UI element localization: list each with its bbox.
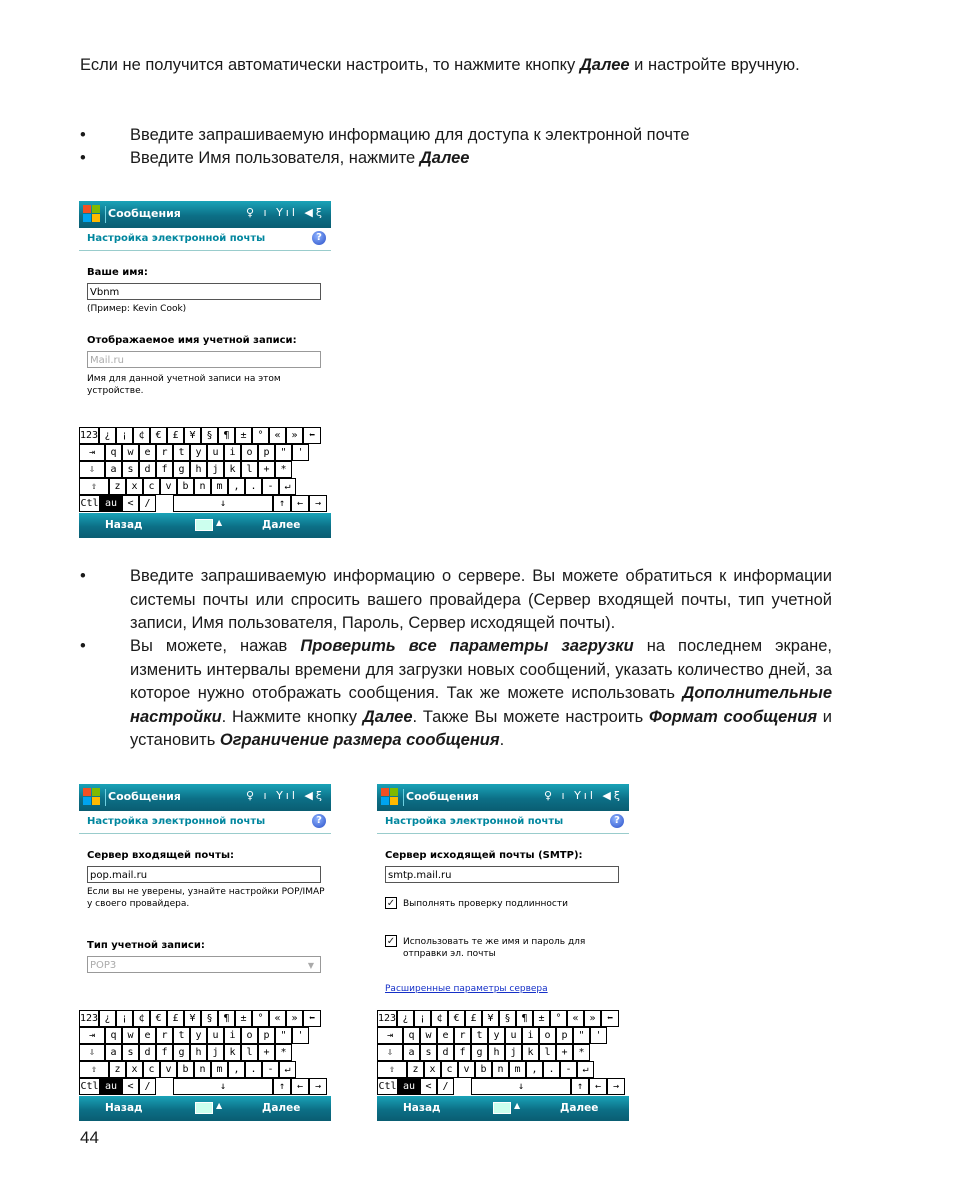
phone-screen-outgoing	[377, 784, 629, 1121]
page-header	[79, 228, 331, 251]
key-row4-5[interactable]: b	[475, 1061, 492, 1078]
key-row4-11[interactable]: ↵	[279, 1061, 296, 1078]
key-row3-7[interactable]: j	[207, 1044, 224, 1061]
key-row3-2[interactable]: s	[122, 1044, 139, 1061]
key-row2-3[interactable]: e	[139, 1027, 156, 1044]
page-title: Настройка электронной почты	[87, 816, 266, 827]
softkey-bar	[377, 1096, 629, 1121]
key-row1-11[interactable]: «	[269, 1010, 286, 1027]
key-row5-1[interactable]: au	[398, 1078, 420, 1095]
key-row2-2[interactable]: w	[420, 1027, 437, 1044]
key-row3-9[interactable]: l	[241, 1044, 258, 1061]
key-row4-2[interactable]: x	[126, 1061, 143, 1078]
key-row1-8[interactable]: ¶	[218, 427, 235, 444]
key-row1-1[interactable]: ¿	[99, 1010, 116, 1027]
key-row1-4[interactable]: €	[448, 1010, 465, 1027]
app-title: Сообщения	[108, 207, 181, 220]
key-row3-3[interactable]: d	[139, 1044, 156, 1061]
key-row1-13[interactable]: ⬅	[303, 1010, 321, 1027]
bullet-text-part: .	[499, 731, 505, 749]
input-menu-arrow-icon[interactable]: ▲	[216, 518, 223, 527]
key-row2-12[interactable]: '	[292, 444, 309, 461]
soft-keyboard	[79, 427, 331, 511]
key-row2-9[interactable]: o	[241, 1027, 258, 1044]
key-row4-0[interactable]: ⇧	[79, 1061, 109, 1078]
key-row3-6[interactable]: h	[488, 1044, 505, 1061]
app-title: Сообщения	[406, 790, 479, 803]
key-row3-4[interactable]: f	[156, 1044, 173, 1061]
key-row4-9[interactable]: .	[245, 478, 262, 495]
bullet-bold: Формат сообщения	[648, 707, 818, 726]
phone-screen-incoming	[79, 784, 331, 1121]
back-softkey[interactable]: Назад	[403, 1102, 441, 1114]
key-row1-7[interactable]: §	[201, 427, 218, 444]
key-row3-8[interactable]: k	[224, 1044, 241, 1061]
bullet-text-part: Введите Имя пользователя, нажмите	[130, 149, 420, 167]
bullet-dot: •	[80, 637, 86, 655]
input-menu-arrow-icon[interactable]: ▲	[216, 1101, 223, 1110]
key-row4-0[interactable]: ⇧	[377, 1061, 407, 1078]
key-row1-8[interactable]: ¶	[516, 1010, 533, 1027]
bullet-text-part: на последнем экране, изменить интервалы времени для загрузки новых сообщений, указать количество дней, за которое нужно отображать сообщения. Так же можете использовать	[130, 637, 832, 702]
windows-start-icon[interactable]	[83, 788, 101, 806]
next-softkey[interactable]: Далее	[262, 1102, 301, 1114]
bullet-download-params	[80, 635, 832, 753]
key-row2-7[interactable]: u	[207, 444, 224, 461]
page-header	[79, 811, 331, 834]
key-row4-11[interactable]: ↵	[279, 478, 296, 495]
key-row2-10[interactable]: p	[556, 1027, 573, 1044]
key-row2-2[interactable]: w	[122, 444, 139, 461]
key-row1-3[interactable]: ¢	[431, 1010, 448, 1027]
same-credentials-checkbox[interactable]: ✓	[386, 936, 396, 947]
keyboard-icon[interactable]	[195, 519, 213, 531]
key-row2-4[interactable]: r	[454, 1027, 471, 1044]
key-row1-1[interactable]: ¿	[99, 427, 116, 444]
key-row4-8[interactable]: ,	[526, 1061, 543, 1078]
key-row4-7[interactable]: m	[211, 1061, 228, 1078]
key-row2-9[interactable]: o	[539, 1027, 556, 1044]
key-row3-2[interactable]: s	[122, 461, 139, 478]
key-row1-5[interactable]: £	[465, 1010, 482, 1027]
key-row1-12[interactable]: »	[286, 1010, 303, 1027]
key-row3-4[interactable]: f	[454, 1044, 471, 1061]
key-row1-10[interactable]: °	[550, 1010, 567, 1027]
key-row5-7[interactable]: →	[309, 1078, 327, 1095]
key-row4-4[interactable]: v	[160, 1061, 177, 1078]
name-label: Ваше имя:	[87, 267, 148, 278]
page-title: Настройка электронной почты	[87, 233, 266, 244]
key-row4-9[interactable]: .	[543, 1061, 560, 1078]
key-row3-3[interactable]: d	[139, 461, 156, 478]
key-row1-9[interactable]: ±	[235, 1010, 252, 1027]
smtp-server-field[interactable]: smtp.mail.ru	[385, 866, 619, 883]
key-row3-8[interactable]: k	[522, 1044, 539, 1061]
page-number: 44	[80, 1128, 99, 1147]
key-row5-5[interactable]: ↑	[273, 1078, 291, 1095]
key-row3-10[interactable]: +	[258, 1044, 275, 1061]
key-row2-3[interactable]: e	[139, 444, 156, 461]
key-row1-1[interactable]: ¿	[397, 1010, 414, 1027]
key-row1-5[interactable]: £	[167, 1010, 184, 1027]
key-row1-10[interactable]: °	[252, 1010, 269, 1027]
key-row3-4[interactable]: f	[156, 461, 173, 478]
bullet-text: Введите запрашиваемую информацию для доступа к электронной почте	[130, 126, 690, 144]
softkey-bar	[79, 1096, 331, 1121]
key-row4-3[interactable]: c	[143, 478, 160, 495]
key-row4-8[interactable]: ,	[228, 478, 245, 495]
intro-bold: Далее	[579, 56, 630, 74]
advanced-server-settings-link[interactable]: Расширенные параметры сервера	[385, 984, 548, 994]
key-row2-3[interactable]: e	[437, 1027, 454, 1044]
key-row1-0[interactable]: 123	[79, 1010, 99, 1027]
name-hint: (Пример: Kevin Cook)	[87, 304, 187, 314]
key-row5-5[interactable]: ↑	[571, 1078, 589, 1095]
bullet-text-part: и установить	[130, 707, 833, 749]
key-row2-11[interactable]: "	[573, 1027, 590, 1044]
page-title: Настройка электронной почты	[385, 816, 564, 827]
key-row2-7[interactable]: u	[505, 1027, 522, 1044]
key-row3-3[interactable]: d	[437, 1044, 454, 1061]
key-row3-7[interactable]: j	[207, 461, 224, 478]
key-row4-6[interactable]: n	[194, 1061, 211, 1078]
key-row1-0[interactable]: 123	[79, 427, 99, 444]
key-row5-0[interactable]: Ctl	[79, 495, 100, 512]
key-row5-6[interactable]: ←	[291, 1078, 309, 1095]
key-row3-1[interactable]: a	[105, 461, 122, 478]
key-row2-6[interactable]: y	[488, 1027, 505, 1044]
key-row5-4[interactable]: ↓	[173, 1078, 273, 1095]
title-bar	[377, 784, 629, 811]
title-separator	[105, 206, 106, 223]
key-row1-13[interactable]: ⬅	[601, 1010, 619, 1027]
key-row3-8[interactable]: k	[224, 461, 241, 478]
key-row1-9[interactable]: ±	[235, 427, 252, 444]
bullet-text-part: . Также Вы можете настроить	[412, 707, 649, 726]
title-bar	[79, 784, 331, 811]
key-row4-1[interactable]: z	[109, 478, 126, 495]
key-row5-3[interactable]: /	[139, 495, 156, 512]
bullet-bold: Далее	[419, 149, 470, 167]
key-row1-6[interactable]: ¥	[184, 1010, 201, 1027]
bullet-text-part: . Нажмите кнопку	[221, 707, 363, 726]
key-row3-6[interactable]: h	[190, 461, 207, 478]
display-name-hint: Имя для данной учетной записи на этом устройстве.	[87, 374, 281, 396]
key-row2-12[interactable]: '	[590, 1027, 607, 1044]
softkey-bar	[79, 513, 331, 538]
soft-keyboard	[79, 1010, 331, 1094]
key-row3-7[interactable]: j	[505, 1044, 522, 1061]
key-row2-12[interactable]: '	[292, 1027, 309, 1044]
help-icon[interactable]: ?	[610, 814, 624, 828]
key-row4-4[interactable]: v	[160, 478, 177, 495]
keyboard-icon[interactable]	[493, 1102, 511, 1114]
account-type-select[interactable]	[87, 956, 321, 973]
key-row2-1[interactable]: q	[403, 1027, 420, 1044]
bullet-text	[130, 147, 832, 171]
key-row3-1[interactable]: a	[403, 1044, 420, 1061]
account-type-label: Тип учетной записи:	[87, 940, 205, 951]
key-row5-6[interactable]: ←	[589, 1078, 607, 1095]
key-row3-11[interactable]: *	[275, 461, 292, 478]
key-row4-10[interactable]: -	[262, 1061, 279, 1078]
intro-text-end: и настройте вручную.	[629, 56, 800, 74]
key-row1-2[interactable]: ¡	[414, 1010, 431, 1027]
key-row5-2[interactable]: <	[122, 495, 139, 512]
key-row1-6[interactable]: ¥	[482, 1010, 499, 1027]
bullet-dot: •	[80, 126, 86, 144]
key-row1-6[interactable]: ¥	[184, 427, 201, 444]
key-row2-8[interactable]: i	[522, 1027, 539, 1044]
key-row4-6[interactable]: n	[194, 478, 211, 495]
same-credentials-label: Использовать те же имя и пароль для отправки эл. почты	[403, 937, 586, 959]
key-row2-0[interactable]: ⇥	[377, 1027, 403, 1044]
bullet-dot: •	[80, 149, 86, 167]
key-row3-11[interactable]: *	[573, 1044, 590, 1061]
key-row3-2[interactable]: s	[420, 1044, 437, 1061]
help-icon[interactable]: ?	[312, 231, 326, 245]
bullet-email-info	[80, 124, 832, 148]
name-field[interactable]: Vbnm	[87, 283, 321, 300]
key-row4-10[interactable]: -	[262, 478, 279, 495]
intro-paragraph	[80, 54, 832, 78]
key-row5-0[interactable]: Ctl	[377, 1078, 398, 1095]
key-row4-9[interactable]: .	[245, 1061, 262, 1078]
account-type-value: POP3	[90, 960, 117, 971]
key-row2-9[interactable]: o	[241, 444, 258, 461]
key-row1-13[interactable]: ⬅	[303, 427, 321, 444]
key-row3-0[interactable]: ⇩	[377, 1044, 403, 1061]
key-row1-9[interactable]: ±	[533, 1010, 550, 1027]
key-row2-0[interactable]: ⇥	[79, 444, 105, 461]
key-row2-6[interactable]: y	[190, 1027, 207, 1044]
incoming-server-hint: Если вы не уверены, узнайте настройки POP/IMAP у своего провайдера.	[87, 887, 325, 909]
windows-start-icon[interactable]	[83, 205, 101, 223]
key-row2-2[interactable]: w	[122, 1027, 139, 1044]
key-row5-5[interactable]: ↑	[273, 495, 291, 512]
soft-keyboard	[377, 1010, 629, 1094]
key-row2-10[interactable]: p	[258, 444, 275, 461]
next-softkey[interactable]: Далее	[560, 1102, 599, 1114]
bullet-username	[80, 147, 832, 171]
key-row4-1[interactable]: z	[109, 1061, 126, 1078]
key-row2-11[interactable]: "	[275, 444, 292, 461]
key-row1-12[interactable]: »	[286, 427, 303, 444]
key-row2-1[interactable]: q	[105, 1027, 122, 1044]
key-row3-9[interactable]: l	[241, 461, 258, 478]
back-softkey[interactable]: Назад	[105, 519, 143, 531]
auth-checkbox-label: Выполнять проверку подлинности	[403, 899, 568, 909]
key-row1-2[interactable]: ¡	[116, 427, 133, 444]
key-row4-6[interactable]: n	[492, 1061, 509, 1078]
status-icons[interactable]: ♀ ı Yıl ◀ξ	[245, 206, 325, 219]
key-row4-1[interactable]: z	[407, 1061, 424, 1078]
key-row2-5[interactable]: t	[471, 1027, 488, 1044]
key-row2-11[interactable]: "	[275, 1027, 292, 1044]
key-row5-3[interactable]: /	[437, 1078, 454, 1095]
key-row5-2[interactable]: <	[420, 1078, 437, 1095]
key-row2-0[interactable]: ⇥	[79, 1027, 105, 1044]
key-row4-11[interactable]: ↵	[577, 1061, 594, 1078]
key-row2-4[interactable]: r	[156, 444, 173, 461]
app-title: Сообщения	[108, 790, 181, 803]
bullet-text	[130, 635, 832, 753]
bullet-bold: Дополнительные настройки	[130, 684, 832, 726]
key-row4-7[interactable]: m	[509, 1061, 526, 1078]
chevron-down-icon: ▼	[307, 961, 314, 970]
keyboard-icon[interactable]	[195, 1102, 213, 1114]
key-row3-11[interactable]: *	[275, 1044, 292, 1061]
key-row4-2[interactable]: x	[424, 1061, 441, 1078]
key-row3-5[interactable]: g	[471, 1044, 488, 1061]
key-row1-0[interactable]: 123	[377, 1010, 397, 1027]
help-icon[interactable]: ?	[312, 814, 326, 828]
intro-text: Если не получится автоматически настроить, то нажмите кнопку	[80, 56, 580, 74]
key-row2-5[interactable]: t	[173, 444, 190, 461]
bullet-dot: •	[80, 567, 86, 585]
key-row2-6[interactable]: y	[190, 444, 207, 461]
key-row5-7[interactable]: →	[309, 495, 327, 512]
auth-checkbox[interactable]: ✓	[386, 898, 396, 909]
key-row4-8[interactable]: ,	[228, 1061, 245, 1078]
bullet-bold: Ограничение размера сообщения	[219, 731, 500, 749]
windows-start-icon[interactable]	[381, 788, 399, 806]
key-row2-4[interactable]: r	[156, 1027, 173, 1044]
key-row1-4[interactable]: €	[150, 1010, 167, 1027]
bullet-text-part: Вы можете, нажав	[130, 637, 301, 655]
display-name-field[interactable]: Mail.ru	[87, 351, 321, 368]
key-row1-2[interactable]: ¡	[116, 1010, 133, 1027]
key-row1-7[interactable]: §	[201, 1010, 218, 1027]
key-row1-4[interactable]: €	[150, 427, 167, 444]
key-row1-3[interactable]: ¢	[133, 427, 150, 444]
key-row1-7[interactable]: §	[499, 1010, 516, 1027]
key-row1-12[interactable]: »	[584, 1010, 601, 1027]
key-row5-6[interactable]: ←	[291, 495, 309, 512]
next-softkey[interactable]: Далее	[262, 519, 301, 531]
display-name-label: Отображаемое имя учетной записи:	[87, 335, 297, 346]
key-row5-3[interactable]: /	[139, 1078, 156, 1095]
key-row5-1[interactable]: au	[100, 1078, 122, 1095]
key-row4-3[interactable]: c	[441, 1061, 458, 1078]
key-row3-5[interactable]: g	[173, 1044, 190, 1061]
key-row5-4[interactable]: ↓	[471, 1078, 571, 1095]
bullet-text: Введите запрашиваемую информацию о сервере. Вы можете обратиться к информации системы почты или спросить вашего провайдера (Сервер входящей почты, тип учетной записи, Имя пользователя, Пароль, Сервер исходящей почты).	[130, 567, 832, 632]
bullet-bold: Проверить все параметры загрузки	[300, 637, 634, 655]
page-header	[377, 811, 629, 834]
key-row2-1[interactable]: q	[105, 444, 122, 461]
key-row1-3[interactable]: ¢	[133, 1010, 150, 1027]
key-row3-10[interactable]: +	[556, 1044, 573, 1061]
key-row1-8[interactable]: ¶	[218, 1010, 235, 1027]
incoming-server-field[interactable]: pop.mail.ru	[87, 866, 321, 883]
key-row3-0[interactable]: ⇩	[79, 461, 105, 478]
key-row4-3[interactable]: c	[143, 1061, 160, 1078]
key-row4-7[interactable]: m	[211, 478, 228, 495]
key-row1-11[interactable]: «	[567, 1010, 584, 1027]
key-row4-2[interactable]: x	[126, 478, 143, 495]
status-icons[interactable]: ♀ ı Yıl ◀ξ	[245, 789, 325, 802]
title-bar	[79, 201, 331, 228]
key-row2-8[interactable]: i	[224, 1027, 241, 1044]
key-row3-9[interactable]: l	[539, 1044, 556, 1061]
key-row4-4[interactable]: v	[458, 1061, 475, 1078]
bullet-bold: Далее	[362, 707, 413, 726]
key-row2-8[interactable]: i	[224, 444, 241, 461]
key-row4-5[interactable]: b	[177, 478, 194, 495]
bullet-server-info	[80, 565, 832, 636]
key-row4-5[interactable]: b	[177, 1061, 194, 1078]
key-row3-1[interactable]: a	[105, 1044, 122, 1061]
key-row3-5[interactable]: g	[173, 461, 190, 478]
key-row2-10[interactable]: p	[258, 1027, 275, 1044]
key-row4-0[interactable]: ⇧	[79, 478, 109, 495]
key-row1-10[interactable]: °	[252, 427, 269, 444]
key-row2-5[interactable]: t	[173, 1027, 190, 1044]
key-row5-0[interactable]: Ctl	[79, 1078, 100, 1095]
key-row1-11[interactable]: «	[269, 427, 286, 444]
status-icons[interactable]: ♀ ı Yıl ◀ξ	[543, 789, 623, 802]
key-row4-10[interactable]: -	[560, 1061, 577, 1078]
key-row2-7[interactable]: u	[207, 1027, 224, 1044]
key-row5-2[interactable]: <	[122, 1078, 139, 1095]
key-row3-0[interactable]: ⇩	[79, 1044, 105, 1061]
smtp-server-label: Сервер исходящей почты (SMTP):	[385, 850, 583, 861]
key-row3-10[interactable]: +	[258, 461, 275, 478]
incoming-server-label: Сервер входящей почты:	[87, 850, 234, 861]
key-row5-4[interactable]: ↓	[173, 495, 273, 512]
back-softkey[interactable]: Назад	[105, 1102, 143, 1114]
input-menu-arrow-icon[interactable]: ▲	[514, 1101, 521, 1110]
key-row5-1[interactable]: au	[100, 495, 122, 512]
key-row3-6[interactable]: h	[190, 1044, 207, 1061]
phone-screen-name	[79, 201, 331, 538]
title-separator	[403, 789, 404, 806]
key-row5-7[interactable]: →	[607, 1078, 625, 1095]
title-separator	[105, 789, 106, 806]
key-row1-5[interactable]: £	[167, 427, 184, 444]
